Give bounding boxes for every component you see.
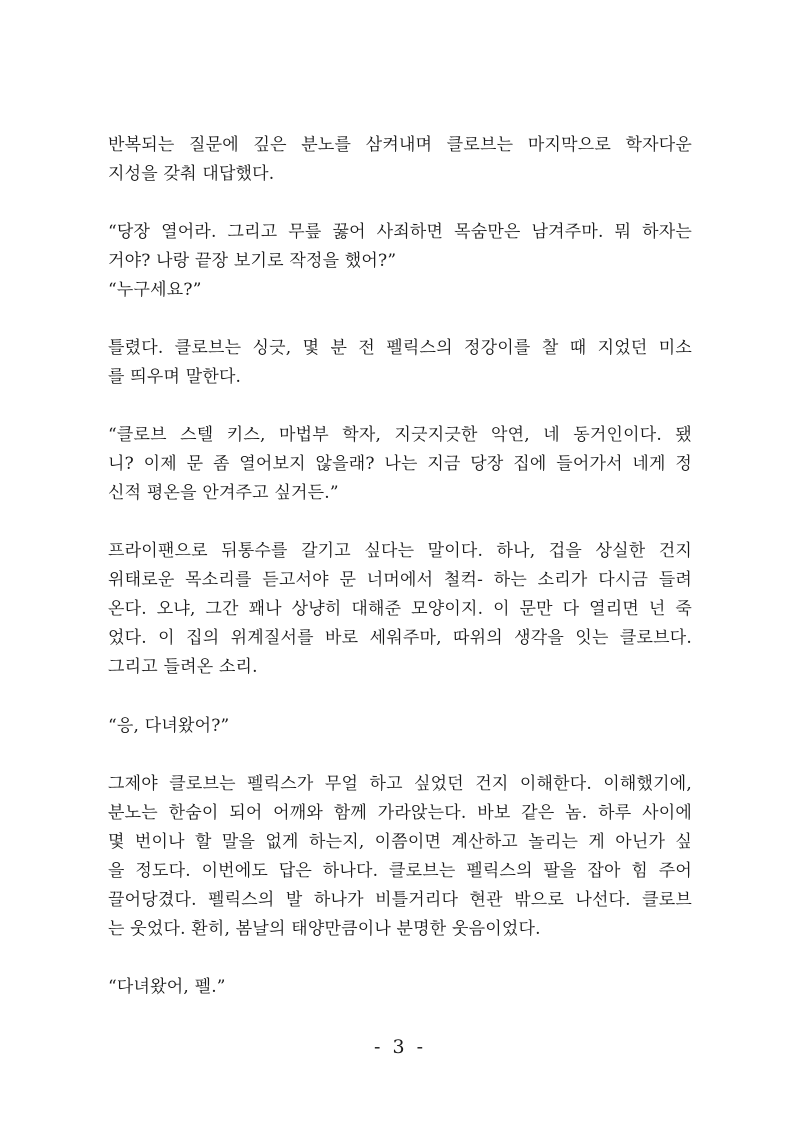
paragraph-8	[108, 973, 692, 1002]
paragraph-4	[108, 421, 692, 508]
paragraph-6	[108, 712, 692, 741]
text-line: “응, 다녀왔어?”	[108, 716, 230, 736]
paragraph-1	[108, 131, 692, 189]
text-line: 그리고 들려온 소리.	[108, 657, 258, 677]
text-line: 온다. 오냐, 그간 꽤나 상냥히 대해준 모양이지. 이 문만 다 열리면 넌 죽	[108, 599, 692, 619]
text-line: 신적 평온을 안겨주고 싶거든.”	[108, 483, 339, 503]
paragraph-5	[108, 537, 692, 682]
text-line: 를 띄우며 말한다.	[108, 367, 242, 387]
paragraph-3	[108, 334, 692, 392]
text-line: 분노는 한숨이 되어 어깨와 함께 가라앉는다. 바보 같은 놈. 하루 사이에	[108, 803, 692, 823]
text-line: 었다. 이 집의 위계질서를 바로 세워주마, 따위의 생각을 잇는 클로브다.	[108, 628, 692, 648]
text-line: “당장 열어라. 그리고 무릎 꿇어 사죄하면 목숨만은 남겨주마. 뭐 하자는	[108, 222, 692, 242]
text-line: 반복되는 질문에 깊은 분노를 삼켜내며 클로브는 마지막으로 학자다운	[108, 135, 692, 155]
text-line: 프라이팬으로 뒤통수를 갈기고 싶다는 말이다. 하나, 겁을 상실한 건지	[108, 541, 692, 561]
text-line: 거야? 나랑 끝장 보기로 작정을 했어?”	[108, 251, 397, 271]
text-line: “클로브 스텔 키스, 마법부 학자, 지긋지긋한 악연, 네 동거인이다. 됐	[108, 425, 692, 445]
text-line: 몇 번이나 할 말을 없게 하는지, 이쯤이면 계산하고 놀리는 게 아닌가 싶	[108, 832, 692, 852]
text-line: “다녀왔어, 펠.”	[108, 977, 226, 997]
text-line: 지성을 갖춰 대답했다.	[108, 164, 275, 184]
text-line: 니? 이제 문 좀 열어보지 않을래? 나는 지금 당장 집에 들어가서 네게 정	[108, 454, 692, 474]
text-line: 는 웃었다. 환히, 봄날의 태양만큼이나 분명한 웃음이었다.	[108, 919, 541, 939]
paragraph-2	[108, 218, 692, 305]
text-line: 틀렸다. 클로브는 싱긋, 몇 분 전 펠릭스의 정강이를 찰 때 지었던 미소	[108, 338, 692, 358]
text-line: 위태로운 목소리를 듣고서야 문 너머에서 철컥- 하는 소리가 다시금 들려	[108, 570, 692, 590]
page-number: - 3 -	[373, 1036, 426, 1058]
text-line: “누구세요?”	[108, 280, 202, 300]
text-line: 끌어당겼다. 펠릭스의 발 하나가 비틀거리다 현관 밖으로 나선다. 클로브	[108, 890, 692, 910]
text-line: 을 정도다. 이번에도 답은 하나다. 클로브는 펠릭스의 팔을 잡아 힘 주어	[108, 861, 692, 881]
paragraph-7	[108, 770, 692, 944]
text-line: 그제야 클로브는 펠릭스가 무얼 하고 싶었던 건지 이해한다. 이해했기에,	[108, 774, 692, 794]
